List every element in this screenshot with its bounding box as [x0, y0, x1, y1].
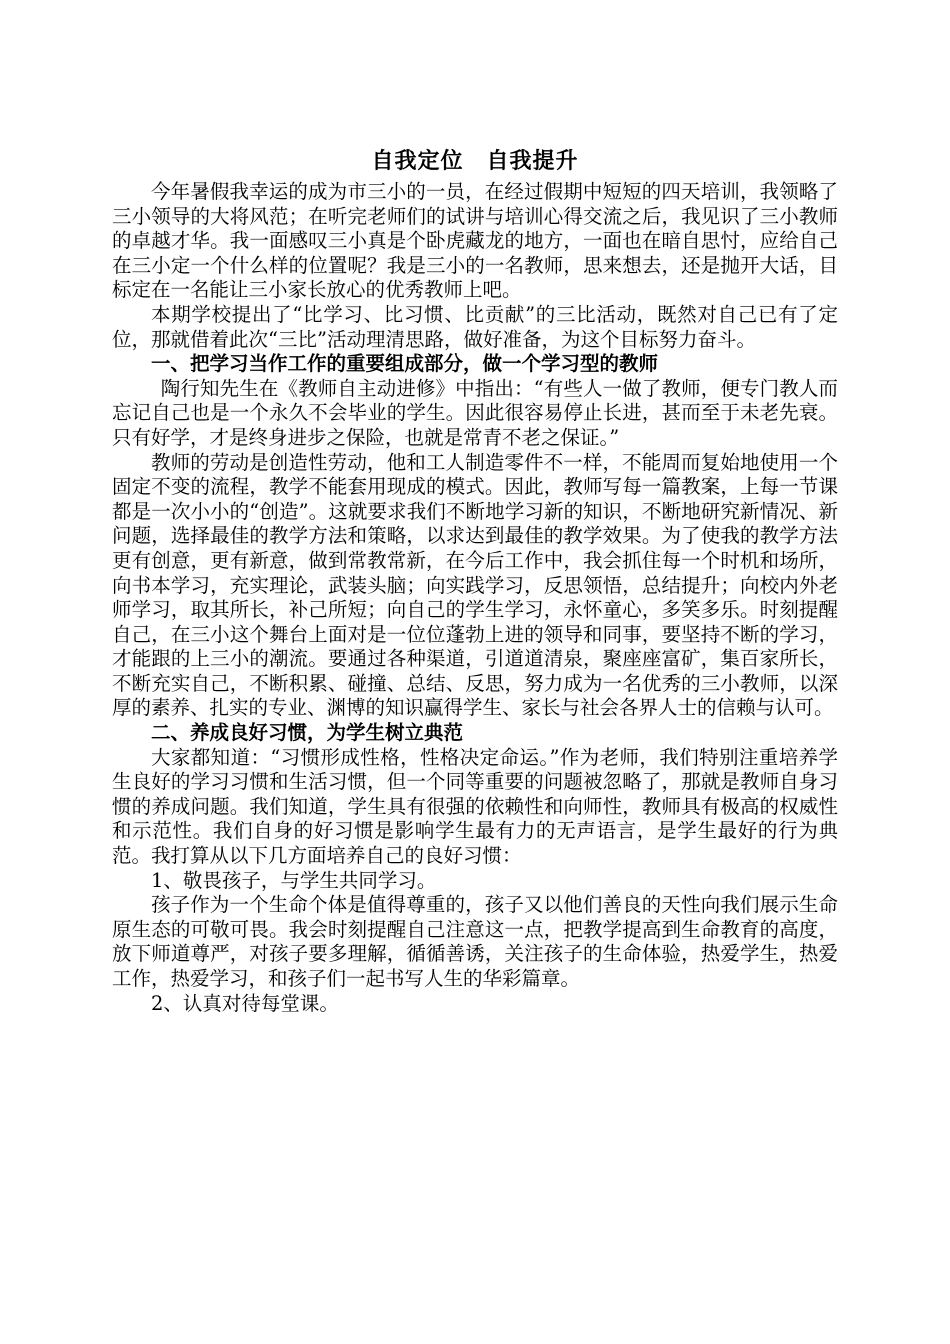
list-item-2: 2、认真对待每堂课。 [151, 991, 339, 1015]
list-item-1: 1、敬畏孩子，与学生共同学习。 [151, 868, 437, 892]
document-title: 自我定位 自我提升 [371, 148, 579, 174]
paragraph-respect-children: 孩子作为一个生命个体是值得尊重的，孩子又以他们善良的天性向我们展示生命原生态的可敬可畏。我会时刻提醒自己注意这一点，把教学提高到生命教育的高度，放下师道尊严，对孩子要多理解，循循善诱，关注孩子的生命体验，热爱学生，热爱工作，热爱学习，和孩子们一起书写人生的华彩篇章。 [112, 893, 838, 990]
document-page [112, 142, 838, 1016]
paragraph-quote-tao: 陶行知先生在《教师自主动进修》中指出：“有些人一做了教师，便专门教人而忘记自己也是一个永久不会毕业的学生。因此很容易停止长进，甚而至于未老先衰。只有好学，才是终身进步之保险，也就是常青不老之保证。” [112, 376, 838, 449]
paragraph-creative-labor: 教师的劳动是创造性劳动，他和工人制造零件不一样，不能周而复始地使用一个固定不变的流程，教学不能套用现成的模式。因此，教师写每一篇教案，上每一节课都是一次小小的“创造”。这就要求我们不断地学习新的知识，不断地研究新情况、新问题，选择最佳的教学方法和策略，以求达到最佳的教学效果。为了使我的教学方法更有创意，更有新意，做到常教常新，在今后工作中，我会抓住每一个时机和场所，向书本学习，充实理论，武装头脑；向实践学习，反思领悟，总结提升；向校内外老师学习，取其所长，补己所短；向自己的学生学习，永怀童心，多笑多乐。时刻提醒自己，在三小这个舞台上面对是一位位蓬勃上进的领导和同事，要坚持不断的学习，才能跟的上三小的潮流。要通过各种渠道，引道道清泉，聚座座富矿，集百家所长，不断充实自己，不断积累、碰撞、总结、反思，努力成为一名优秀的三小教师，以深厚的素养、扎实的专业、渊博的知识赢得学生、家长与社会各界人士的信赖与认可。 [112, 450, 838, 720]
section-heading-2: 二、养成良好习惯，为学生树立典范 [151, 721, 464, 745]
section-heading-1: 一、把学习当作工作的重要组成部分，做一个学习型的教师 [151, 352, 659, 376]
paragraph-intro: 今年暑假我幸运的成为市三小的一员，在经过假期中短短的四天培训，我领略了三小领导的大将风范；在听完老师们的试讲与培训心得交流之后，我见识了三小教师的卓越才华。我一面感叹三小真是个卧虎藏龙的地方，一面也在暗自思忖，应给自己在三小定一个什么样的位置呢？我是三小的一名教师，思来想去，还是抛开大话，目标定在一名能让三小家长放心的优秀教师上吧。 [112, 180, 838, 302]
paragraph-habits: 大家都知道：“习惯形成性格，性格决定命运。”作为老师，我们特别注重培养学生良好的学习习惯和生活习惯，但一个同等重要的问题被忽略了，那就是教师自身习惯的养成问题。我们知道，学生具有很强的依赖性和向师性，教师具有极高的权威性和示范性。我们自身的好习惯是影响学生最有力的无声语言，是学生最好的行为典范。我打算从以下几方面培养自己的良好习惯： [112, 745, 838, 868]
paragraph-three-comparisons: 本期学校提出了“比学习、比习惯、比贡献”的三比活动，既然对自己已有了定位，那就借着此次“三比”活动理清思路，做好准备，为这个目标努力奋斗。 [112, 302, 838, 351]
